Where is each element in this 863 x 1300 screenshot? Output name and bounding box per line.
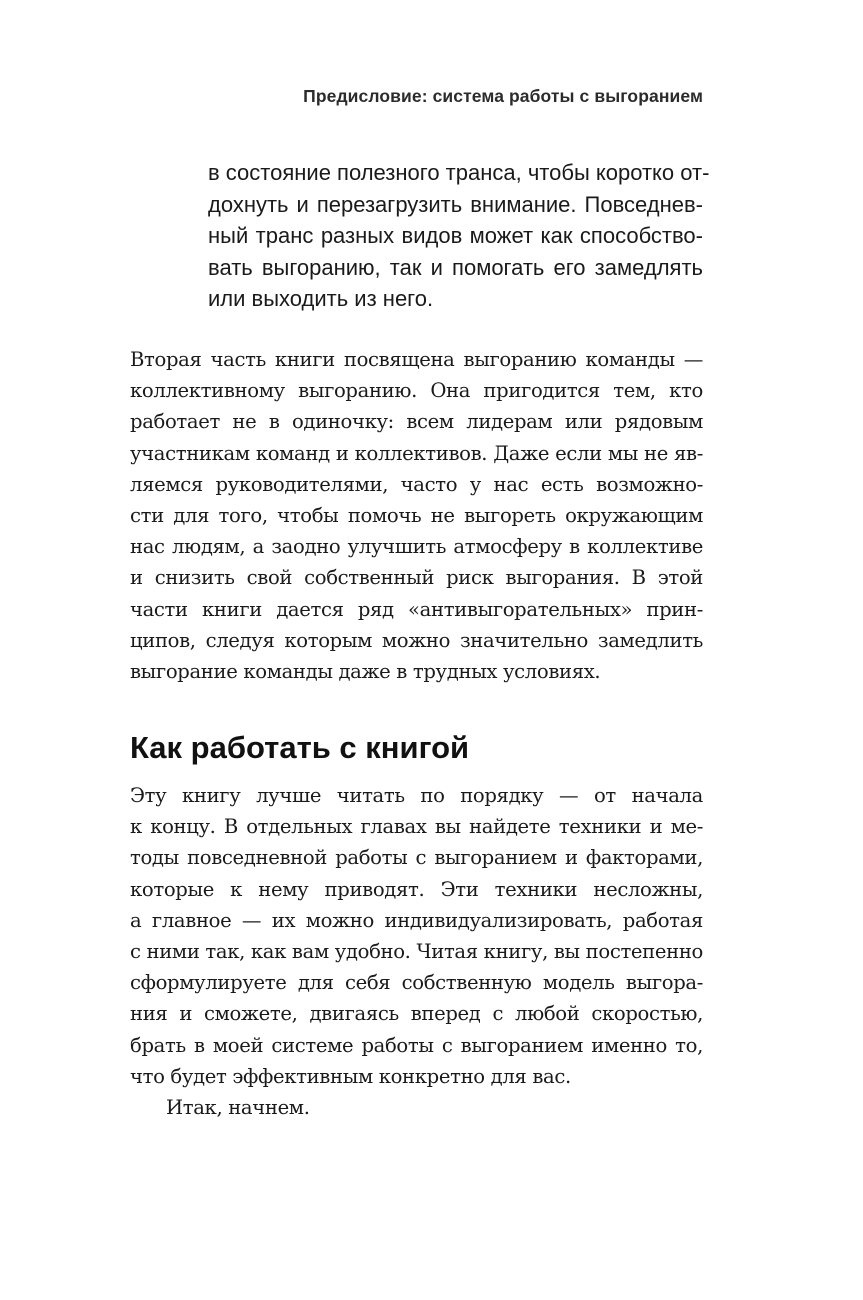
text-line: работает не в одиночку: всем лидерам или рядовым <box>130 410 703 434</box>
text-line: дохнуть и перезагрузить внимание. Повседнев- <box>208 191 703 217</box>
text-line: ляемся руководителями, часто у нас есть возможно- <box>130 472 703 496</box>
text-line: к концу. В отдельных главах вы найдете техники и ме- <box>130 815 703 839</box>
text-line: брать в моей системе работы с выгоранием именно то, <box>130 1033 703 1057</box>
text-line: а главное — их можно индивидуализировать, работая <box>130 908 703 932</box>
text-line: которые к нему приводят. Эти техники несложны, <box>130 877 703 901</box>
running-head: Предисловие: система работы с выгоранием <box>303 86 703 106</box>
text-line: и снизить свой собственный риск выгорания. В этой <box>130 566 703 590</box>
text-line: сти для того, чтобы помочь не выгореть окружающим <box>130 504 703 528</box>
text-line: ципов, следуя которым можно значительно замедлить <box>130 628 703 652</box>
text-line: вать выгоранию, так и помогать его замедлять <box>208 254 703 280</box>
text-line: участникам команд и коллективов. Даже если мы не яв- <box>130 441 703 465</box>
text-line: ния и сможете, двигаясь вперед с любой скоростью, <box>130 1002 703 1026</box>
text-line: что будет эффективным конкретно для вас. <box>130 1064 571 1088</box>
text-line: Вторая часть книги посвящена выгоранию команды — <box>130 348 703 371</box>
text-line: Эту книгу лучше читать по порядку — от начала <box>130 784 703 807</box>
text-line: выгорание команды даже в трудных условиях. <box>130 660 601 684</box>
text-line: сформулируете для себя собственную модель выгора- <box>130 971 703 995</box>
closing-paragraph: Итак, начнем. <box>166 1096 310 1119</box>
text-line: части книги дается ряд «антивыгорательных» прин- <box>130 597 703 621</box>
text-line: ный транс разных видов может как способство- <box>208 223 703 248</box>
indented-text-block <box>208 157 710 315</box>
text-line: коллективному выгоранию. Она пригодится тем, кто <box>130 379 703 403</box>
text-line: или выходить из него. <box>208 286 434 311</box>
text-line: в состояние полезного транса, чтобы коротко от- <box>208 160 710 185</box>
body-paragraph <box>130 780 703 1092</box>
section-heading: Как работать с книгой <box>130 730 470 765</box>
text-line: тоды повседневной работы с выгоранием и факторами, <box>130 846 703 870</box>
body-paragraph <box>130 344 703 687</box>
text-line: с ними так, как вам удобно. Читая книгу, вы постепенно <box>130 940 703 964</box>
text-line: нас людям, а заодно улучшить атмосферу в коллективе <box>130 535 703 559</box>
